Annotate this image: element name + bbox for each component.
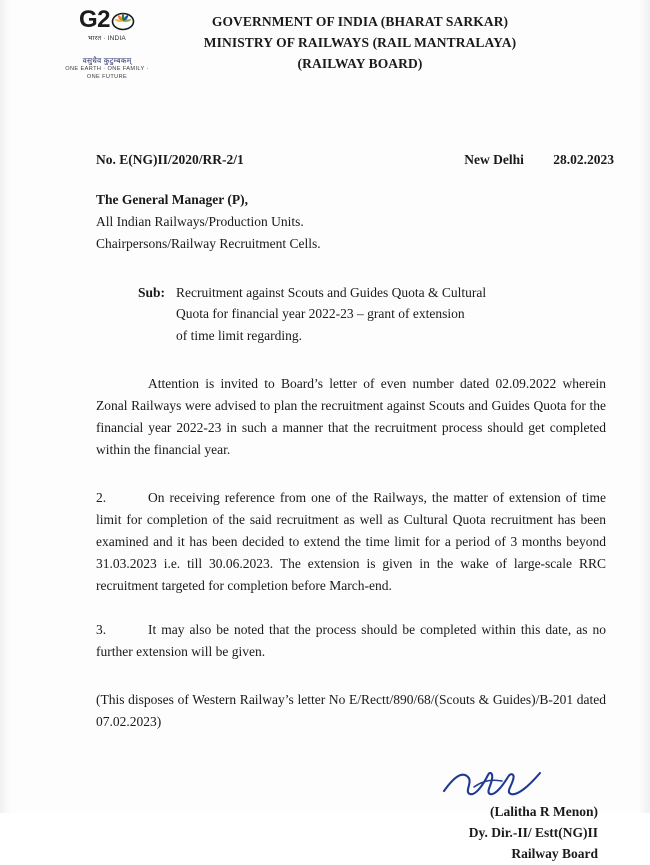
paragraph-1: Attention is invited to Board’s letter of even number dated 02.09.2022 wherein Zonal Railways were advised to plan the recruitment against Scouts and Guides Quota for the financial year 2022-23 in such a manner that the recruitment process should get completed within the financial year.	[96, 376, 606, 458]
place: New Delhi	[464, 152, 524, 167]
paragraph-3	[96, 619, 606, 663]
signature-block	[0, 765, 650, 865]
signatory-organisation: Railway Board	[511, 846, 598, 861]
g20-tagline	[62, 56, 152, 81]
g20-logo	[62, 8, 152, 81]
signatory-name: (Lalitha R Menon)	[490, 804, 598, 820]
place-and-date	[464, 152, 614, 168]
subject-line-1: Recruitment against Scouts and Guides Quota & Cultural	[176, 284, 487, 300]
lotus-icon	[111, 8, 135, 32]
addressee-line-3: Chairpersons/Railway Recruitment Cells.	[96, 235, 321, 251]
g20-logo-text: G2	[78, 6, 110, 33]
organisation-line-2: MINISTRY OF RAILWAYS (RAIL MANTRALAYA)	[203, 34, 517, 50]
addressee-block	[0, 189, 650, 255]
organisation-line-3: (RAILWAY BOARD)	[297, 55, 423, 71]
paragraph-2	[96, 487, 606, 597]
signatory-designation: Dy. Dir.-II/ Estt(NG)II	[468, 825, 598, 841]
organisation-heading	[150, 12, 570, 75]
subject-text	[176, 282, 546, 348]
paragraph-3-text: It may also be noted that the process should be completed within this date, as no further extension will be given.	[96, 622, 606, 660]
paragraph-2-text: On receiving reference from one of the Railways, the matter of extension of time limit for completion of the said recruitment as well as Cultural Quota recruitment has been examined and it has been decided to extend the time limit for a period of 3 months beyond 31.03.2023 i.e. till 30.06.2023. The extension is given in the wake of large-scale RRC recruitment targeted for completion before March-end.	[96, 490, 606, 594]
paragraph-4-disposal-note: (This disposes of Western Railway’s letter No E/Rectt/890/68/(Scouts & Guides)/B-201 dated 07.02.2023)	[96, 692, 606, 730]
letter-date: 28.02.2023	[553, 152, 614, 167]
addressee-line-2: All Indian Railways/Production Units.	[96, 213, 304, 229]
document-body	[0, 373, 650, 733]
letter-number: No. E(NG)II/2020/RR-2/1	[96, 152, 244, 167]
subject-label: Sub:	[138, 284, 166, 300]
document-header	[0, 0, 650, 100]
g20-logo-mark	[62, 8, 152, 32]
subject-line-3: of time limit regarding.	[176, 328, 302, 344]
organisation-line-1: GOVERNMENT OF INDIA (BHARAT SARKAR)	[211, 14, 509, 29]
g20-tagline-english: ONE EARTH · ONE FAMILY · ONE FUTURE	[65, 66, 149, 80]
handwritten-signature	[0, 765, 598, 801]
g20-logo-subtitle: भारत · INDIA	[88, 35, 126, 42]
paragraph-3-number: 3.	[96, 622, 107, 638]
g20-tagline-hindi: वसुधैव कुटुम्बकम्	[82, 56, 132, 65]
paragraph-2-number: 2.	[96, 490, 107, 506]
subject-line-2: Quota for financial year 2022-23 – grant of extension	[176, 306, 465, 322]
reference-row	[0, 152, 650, 168]
addressee-line-1: The General Manager (P),	[96, 192, 248, 207]
subject-block	[0, 282, 650, 348]
